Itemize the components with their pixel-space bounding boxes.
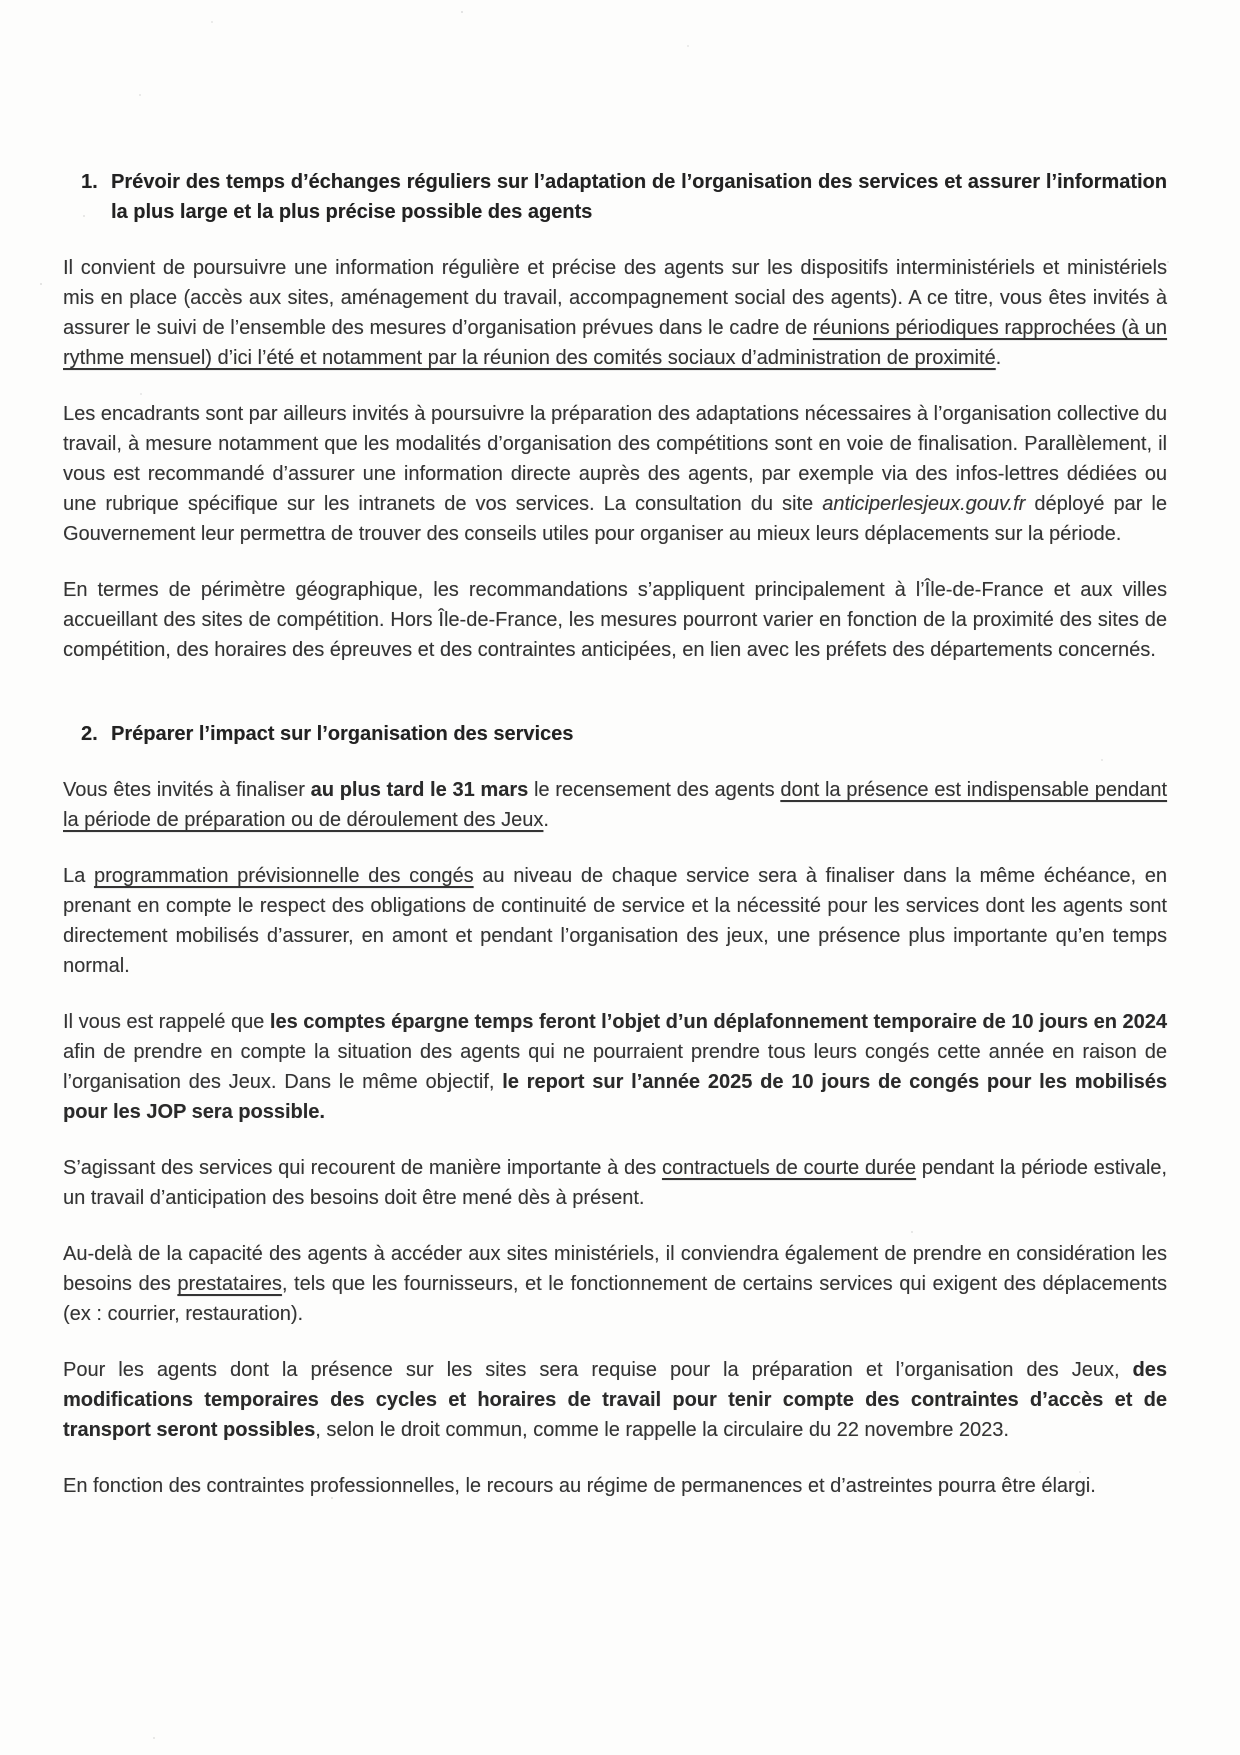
heading-number: 2. [81,723,98,745]
heading-text [111,719,1167,749]
paragraph [63,253,1167,373]
paragraph [63,399,1167,549]
text-run: En termes de périmètre géographique, les recommandations s’appliquent principalement à l’Île-de-France et aux villes accueillant des sites de compétition. Hors Île-de-France, les mesures pourront varier en fonction de la proximité des sites de compétition, des horaires des épreuves et des contraintes anticipées, en lien avec les préfets des départements concernés. [63,579,1167,661]
text-run: des modifications temporaires des cycles et horaires de travail pour tenir compte des contraintes d’accès et de transport seront possibles [63,1359,1167,1441]
text-run: le report sur l’année 2025 de 10 jours de congés pour les mobilisés pour les JOP sera possible. [63,1071,1167,1123]
text-run: La [63,865,94,887]
text-run: pendant la période estivale, un travail d’anticipation des besoins doit être mené dès à présent. [63,1157,1167,1209]
text-run: Il vous est rappelé que [63,1011,270,1033]
text-run: Préparer l’impact sur l’organisation des services [111,723,574,745]
text-run: . [995,347,1002,369]
heading-number: 1. [81,171,98,193]
section-heading [63,167,1167,227]
text-run: au plus tard le 31 mars [310,779,529,801]
text-run: S’agissant des services qui recourent de manière importante à des [63,1157,662,1179]
document-body [63,167,1167,1501]
text-run: programmation prévisionnelle des congés [93,865,474,887]
paragraph [63,1239,1167,1329]
text-run: contractuels de courte durée [661,1157,917,1179]
paragraph [63,575,1167,665]
paragraph [63,1471,1167,1501]
text-run: réunions périodiques rapprochées (à un rythme mensuel) d’ici l’été et notamment par la réunion des comités sociaux d’administration de proximité [63,317,1167,369]
paragraph [63,1007,1167,1127]
text-run: afin de prendre en compte la situation des agents qui ne pourraient prendre tous leurs congés cette année en raison de l’organisation des Jeux. Dans le même objectif, [63,1041,1167,1093]
paragraph [63,1355,1167,1445]
text-run: Au-delà de la capacité des agents à accéder aux sites ministériels, il conviendra également de prendre en considération les besoins des [63,1243,1167,1295]
text-run: anticiperlesjeux.gouv.fr [822,493,1026,515]
text-run: . [543,809,549,831]
text-run: , tels que les fournisseurs, et le fonctionnement de certains services qui exigent des déplacements (ex : courrier, restauration). [63,1273,1167,1325]
text-run: prestataires [177,1273,282,1295]
paragraph [63,1153,1167,1213]
text-run: le recensement des agents [528,779,781,801]
section-heading [63,719,1167,749]
text-run: dont la présence est indispensable pendant la période de préparation ou de déroulement des Jeux [63,779,1168,831]
text-run: Il convient de poursuivre une information régulière et précise des agents sur les dispositifs interministériels et ministériels mis en place (accès aux sites, aménagement du travail, accompagnement social des agents). A ce titre, vous êtes invités à assurer le suivi de l’ensemble des mesures d’organisation prévues dans le cadre de [63,257,1167,339]
paragraph [63,861,1167,981]
text-run: , selon le droit commun, comme le rappelle la circulaire du 22 novembre 2023. [315,1419,1009,1441]
text-run: En fonction des contraintes professionnelles, le recours au régime de permanences et d’astreintes pourra être élargi. [63,1475,1096,1497]
text-run: Pour les agents dont la présence sur les sites sera requise pour la préparation et l’organisation des Jeux, [63,1359,1133,1381]
text-run: déployé par le Gouvernement leur permettra de trouver des conseils utiles pour organiser au mieux leurs déplacements sur la période. [63,493,1167,545]
text-run: Les encadrants sont par ailleurs invités à poursuivre la préparation des adaptations nécessaires à l’organisation collective du travail, à mesure notamment que les modalités d’organisation des compétitions sont en voie de finalisation. Parallèlement, il vous est recommandé d’assurer une information directe auprès des agents, par exemple via des infos-lettres dédiées ou une rubrique spécifique sur les intranets de vos services. La consultation du site [63,403,1167,515]
paragraph [63,775,1167,835]
heading-text [111,167,1167,227]
text-run: au niveau de chaque service sera à finaliser dans la même échéance, en prenant en compte le respect des obligations de continuité de service et la nécessité pour les services dont les agents sont directement mobilisés d’assurer, en amont et pendant l’organisation des jeux, une présence plus importante qu’en temps normal. [63,865,1167,977]
text-run: Prévoir des temps d’échanges réguliers sur l’adaptation de l’organisation des services et assurer l’information la plus large et la plus précise possible des agents [111,171,1167,223]
text-run: les comptes épargne temps feront l’objet d’un déplafonnement temporaire de 10 jours en 2024 [269,1011,1168,1033]
text-run: Vous êtes invités à finaliser [63,779,311,801]
